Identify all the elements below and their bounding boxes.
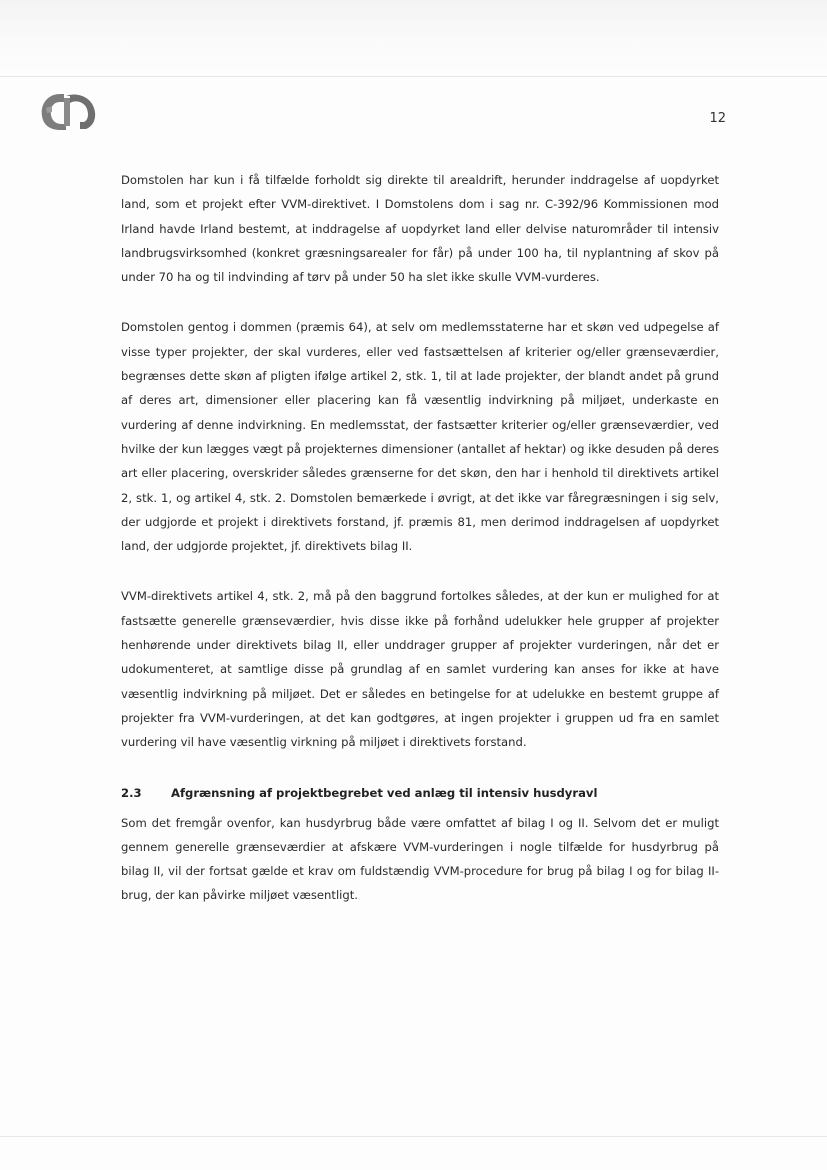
- section-paragraph: Som det fremgår ovenfor, kan husdyrbrug både være omfattet af bilag I og II. Selvom det er muligt gennem generelle grænseværdier at afskære VVM-vurderingen i nogle tilfælde for husdyrbrug på bilag II, vil der fortsat gælde et krav om fuldstændig VVM-procedure for brug på bilag I og for bilag II-brug, der kan påvirke miljøet væsentligt.: [121, 815, 719, 903]
- section-heading: [121, 781, 719, 805]
- section-number: 2.3: [121, 785, 142, 800]
- organization-logo-icon: [36, 86, 100, 130]
- document-body: [121, 168, 719, 934]
- paragraph: Domstolen har kun i få tilfælde forholdt sig direkte til arealdrift, herunder inddragelse af uopdyrket land, som et projekt efter VVM-direktivet. I Domstolens dom i sag nr. C-392/96 Kommissionen mod Irland havde Irland bestemt, at inddragelse af uopdyrket land eller delvise naturområder til intensiv landbrugsvirksomhed (konkret græsningsarealer for får) på under 100 ha, til nyplantning af skov på under 70 ha og til indvinding af tørv på under 50 ha slet ikke skulle VVM-vurderes.: [121, 173, 719, 285]
- header-divider: [0, 76, 827, 77]
- section-title: Afgrænsning af projektbegrebet ved anlæg til intensiv husdyravl: [171, 785, 598, 800]
- page-number: 12: [709, 111, 726, 126]
- paragraph: Domstolen gentog i dommen (præmis 64), at selv om medlemsstaterne har et skøn ved udpegelse af visse typer projekter, der skal vurderes, eller ved fastsættelsen af kriterier og/eller grænseværdier, begrænses dette skøn af pligten ifølge artikel 2, stk. 1, til at lade projekter, der blandt andet på grund af deres art, dimensioner eller placering kan få væsentlig indvirkning på miljøet, underkaste en vurdering af denne indvirkning. En medlemsstat, der fastsætter kriterier og/eller grænseværdier, ved hvilke der kun lægges vægt på projekternes dimensioner (antallet af hektar) og ikke desuden på deres art eller placering, overskrider således grænserne for det skøn, den har i henhold til direktivets artikel 2, stk. 1, og artikel 4, stk. 2. Domstolen bemærkede i øvrigt, at det ikke var fåregræsningen i sig selv, der udgjorde et projekt i direktivets forstand, jf. præmis 81, men derimod inddragelsen af uopdyrket land, der udgjorde projektet, jf. direktivets bilag II.: [121, 320, 719, 554]
- paragraph: VVM-direktivets artikel 4, stk. 2, må på den baggrund fortolkes således, at der kun er mulighed for at fastsætte generelle grænseværdier, hvis disse ikke på forhånd udelukker hele grupper af projekter henhørende under direktivets bilag II, eller unddrager grupper af projekter vurderingen, når det er udokumenteret, at samtlige disse på grundlag af en samlet vurdering kan anses for ikke at have væsentlig indvirkning på miljøet. Det er således en betingelse for at udelukke en bestemt gruppe af projekter fra VVM-vurderingen, at det kan godtgøres, at ingen projekter i gruppen ud fra en samlet vurdering vil have væsentlig virkning på miljøet i direktivets forstand.: [121, 589, 719, 750]
- scan-header-strip: [0, 0, 827, 70]
- footer-divider: [0, 1136, 827, 1137]
